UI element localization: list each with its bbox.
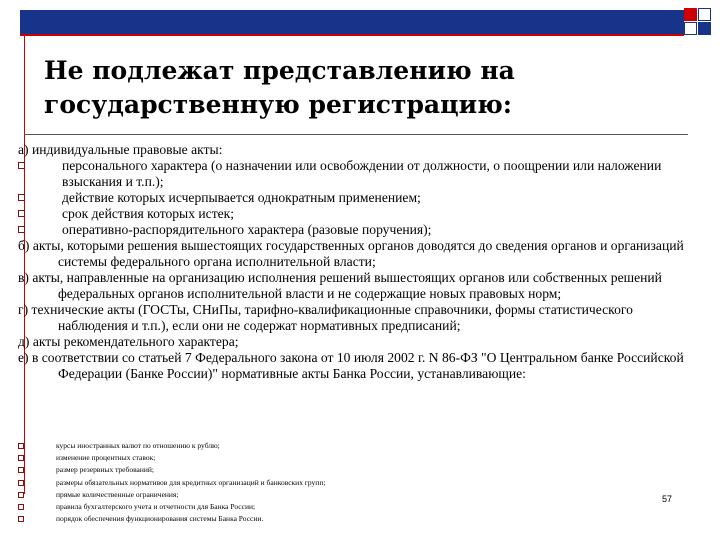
small-bullet-6: правила бухгалтерского учета и отчетности для Банка России;: [18, 501, 638, 513]
small-bullet-list: [18, 440, 638, 525]
red-underline: [20, 34, 684, 36]
item-g: г) технические акты (ГОСТы, СНиПы, тарифно-квалификационные справочники, формы статистического наблюдения и т.п.), если они не содержат нормативных предписаний;: [18, 302, 633, 333]
corner-square-red: [684, 8, 697, 21]
top-decorative-bar: [20, 10, 684, 34]
square-bullet-icon: [18, 516, 24, 522]
square-bullet-icon: [18, 492, 24, 498]
square-bullet-icon: [18, 226, 25, 233]
item-d: д) акты рекомендательного характера;: [18, 334, 239, 349]
small-bullet-2: изменение процентных ставок;: [18, 452, 638, 464]
item-a-bullet-4: оперативно-распорядительного характера (разовые поручения);: [18, 222, 698, 238]
corner-square-white-top: [698, 8, 711, 21]
square-bullet-icon: [18, 480, 24, 486]
small-bullet-3: размер резервных требований;: [18, 464, 638, 476]
navy-band: [20, 10, 684, 34]
corner-square-white-bottom: [684, 22, 697, 35]
square-bullet-icon: [18, 194, 25, 201]
corner-square-navy: [698, 22, 711, 35]
item-a-bullet-3: срок действия которых истек;: [18, 206, 698, 222]
page-number: 57: [662, 494, 673, 504]
slide-title: Не подлежат представлению на государственную регистрацию:: [44, 56, 515, 119]
item-a-heading: а) индивидуальные правовые акты:: [18, 142, 223, 157]
small-bullet-1: курсы иностранных валют по отношению к рублю;: [18, 440, 638, 452]
item-b: б) акты, которыми решения вышестоящих государственных органов доводятся до сведения органов и организаций системы федерального органа исполнительной власти;: [18, 238, 684, 269]
small-bullet-5: прямые количественные ограничения;: [18, 489, 638, 501]
item-a-bullet-2: действие которых исчерпывается однократным применением;: [18, 190, 698, 206]
square-bullet-icon: [18, 455, 24, 461]
square-bullet-icon: [18, 210, 25, 217]
small-bullet-7: порядок обеспечения функционирования системы Банка России.: [18, 513, 638, 525]
item-a-bullet-1: персонального характера (о назначении или освобождении от должности, о поощрении или наложении взыскания и т.п.);: [18, 158, 698, 190]
item-v: в) акты, направленные на организацию исполнения решений вышестоящих органов или собственных решений федеральных органов исполнительной власти и не содержащие новых правовых норм;: [18, 270, 662, 301]
square-bullet-icon: [18, 504, 24, 510]
title-divider: [24, 134, 688, 135]
slide-body: [18, 142, 698, 382]
square-bullet-icon: [18, 443, 24, 449]
corner-squares-decoration: [684, 8, 712, 38]
item-e: е) в соответствии со статьей 7 Федерального закона от 10 июля 2002 г. N 86-ФЗ "О Центральном банке Российской Федерации (Банке России)" нормативные акты Банка России, устанавливающие:: [18, 350, 684, 381]
square-bullet-icon: [18, 162, 25, 169]
small-bullet-4: размеры обязательных нормативов для кредитных организаций и банковских групп;: [18, 477, 638, 489]
square-bullet-icon: [18, 467, 24, 473]
